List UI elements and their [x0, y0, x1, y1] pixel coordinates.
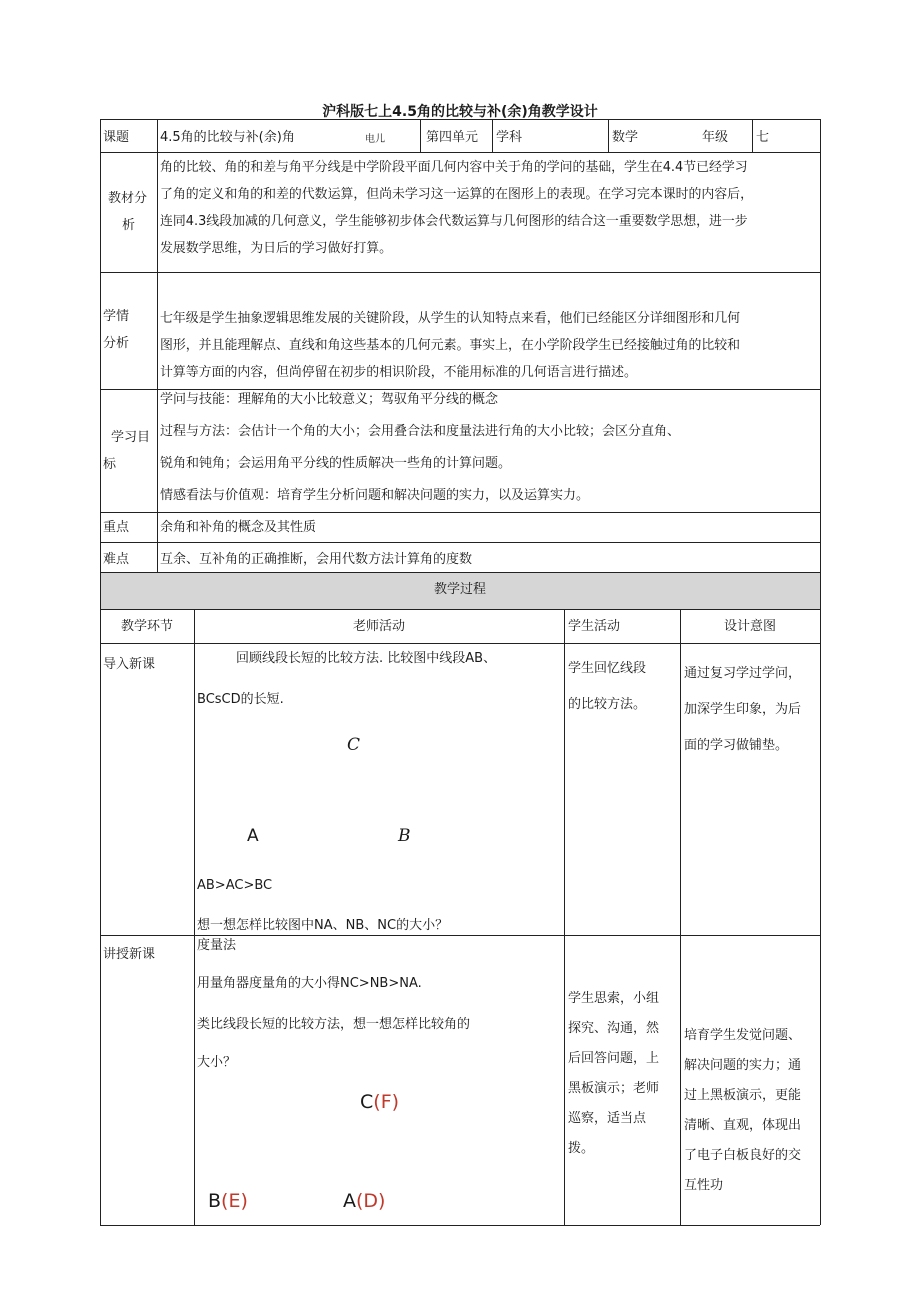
col-header-teacher: 老师活动: [352, 619, 405, 634]
jiangshou-design: 培育学生发觉问题、 解决问题的实力；通 过上黑板演示，更能 清晰、直观，体现出 了电子白板良好的交 互性功: [684, 1028, 802, 1193]
angle-point-f: (F): [373, 1091, 400, 1113]
xueqing-text: 七年级是学生抽象逻辑思维发展的关键阶段，从学生的认知特点来看，他们已经能区分详细图形和几何 图形，并且能理解点、直线和角这些基本的几何元素。事实上，在小学阶段学生已经接触过角的比较和 计算等方面的内容，但尚停留在初步的相识阶段，不能用标准的几何语言进行描述。: [160, 311, 741, 380]
figure-point-a: A: [247, 826, 259, 846]
mubiao-text: 学问与技能：理解角的大小比较意义；驾驭角平分线的概念 过程与方法：会估计一个角的大小；会用叠合法和度量法进行角的大小比较；会区分直角、 锐角和钝角；会运用角平分线的性质解决一些角的计算问题。 情感看法与价值观：培育学生分析问题和解决问题的实力，以及运算实力。: [160, 392, 681, 503]
subject-label: 学科: [496, 130, 523, 145]
angle-point-b: B: [208, 1190, 222, 1212]
jiangshou-teacher-line3: 类比线段长短的比较方法，想一想怎样比较角的: [197, 1017, 471, 1032]
daoru-question: 想一想怎样比较图中NA、NB、NC的大小？: [197, 918, 449, 933]
keti-value: 4.5角的比较与补(余)角: [160, 130, 295, 145]
angle-figure-a: [343, 1191, 385, 1211]
small-note: 电儿: [365, 134, 385, 145]
zhongdian-value: 余角和补角的概念及其性质: [160, 520, 317, 535]
process-heading: 教学过程: [433, 582, 486, 597]
angle-point-e: (E): [221, 1190, 248, 1212]
angle-point-d: (D): [356, 1190, 386, 1212]
nandian-label: 难点: [103, 552, 130, 567]
jiaocai-text: 角的比较、角的和差与角平分线是中学阶段平面几何内容中关于角的学问的基础，学生在4.4节已经学习 了角的定义和角的和差的代数运算，但尚未学习这一运算的在图形上的表现。在学习完本课时的内容后， 连同4.3线段加减的几何意义，学生能够初步体会代数运算与几何图形的结合这一重要数学思想，进一步 发展数学思维，为日后的学习做好打算。: [160, 160, 753, 256]
figure-point-c: C: [347, 735, 361, 755]
keti-label: 课题: [103, 130, 130, 145]
daoru-student: 学生回忆线段 的比较方法。: [568, 661, 647, 712]
jiaocai-label: 教材分 析: [108, 191, 148, 233]
grade-label: 年级: [702, 130, 729, 145]
jiangshou-teacher-line1: 度量法: [197, 938, 237, 953]
mubiao-label: 学习目 标: [103, 430, 151, 472]
xueqing-label: 学情 分析: [103, 309, 130, 351]
daoru-design: 通过复习学过学问， 加深学生印象，为后 面的学习做铺垫。: [684, 666, 802, 753]
angle-figure-b: [208, 1191, 248, 1211]
daoru-label: 导入新课: [103, 657, 156, 672]
zhongdian-label: 重点: [103, 520, 130, 535]
jiangshou-student: 学生思索，小组 探究、沟通，然 后回答问题，上 黑板演示；老师 巡察，适当点 拨。: [568, 991, 660, 1156]
col-header-stage: 教学环节: [120, 619, 173, 634]
angle-point-a: A: [343, 1190, 356, 1212]
jiangshou-label: 讲授新课: [103, 947, 156, 962]
nandian-value: 互余、互补角的正确推断，会用代数方法计算角的度数: [160, 552, 473, 567]
grade-value: 七: [756, 130, 770, 145]
document-title: 沪科版七上4.5角的比较与补(余)角教学设计: [322, 104, 598, 120]
angle-figure-c: [360, 1092, 399, 1112]
angle-point-c: C: [360, 1091, 374, 1113]
col-header-student: 学生活动: [568, 619, 621, 634]
daoru-teacher-line1: 回顾线段长短的比较方法. 比较图中线段AB、: [236, 651, 497, 666]
daoru-teacher-line2: BCsCD的长短.: [197, 692, 284, 707]
daoru-result: AB>AC>BC: [197, 878, 273, 893]
figure-point-b: B: [398, 826, 411, 846]
jiangshou-teacher-line2: 用量角器度量角的大小得NC>NB>NA.: [197, 976, 422, 991]
jiangshou-teacher-line4: 大小？: [197, 1055, 237, 1070]
subject-value: 数学: [612, 130, 639, 145]
col-header-design: 设计意图: [723, 619, 776, 634]
unit-value: 第四单元: [426, 130, 479, 145]
